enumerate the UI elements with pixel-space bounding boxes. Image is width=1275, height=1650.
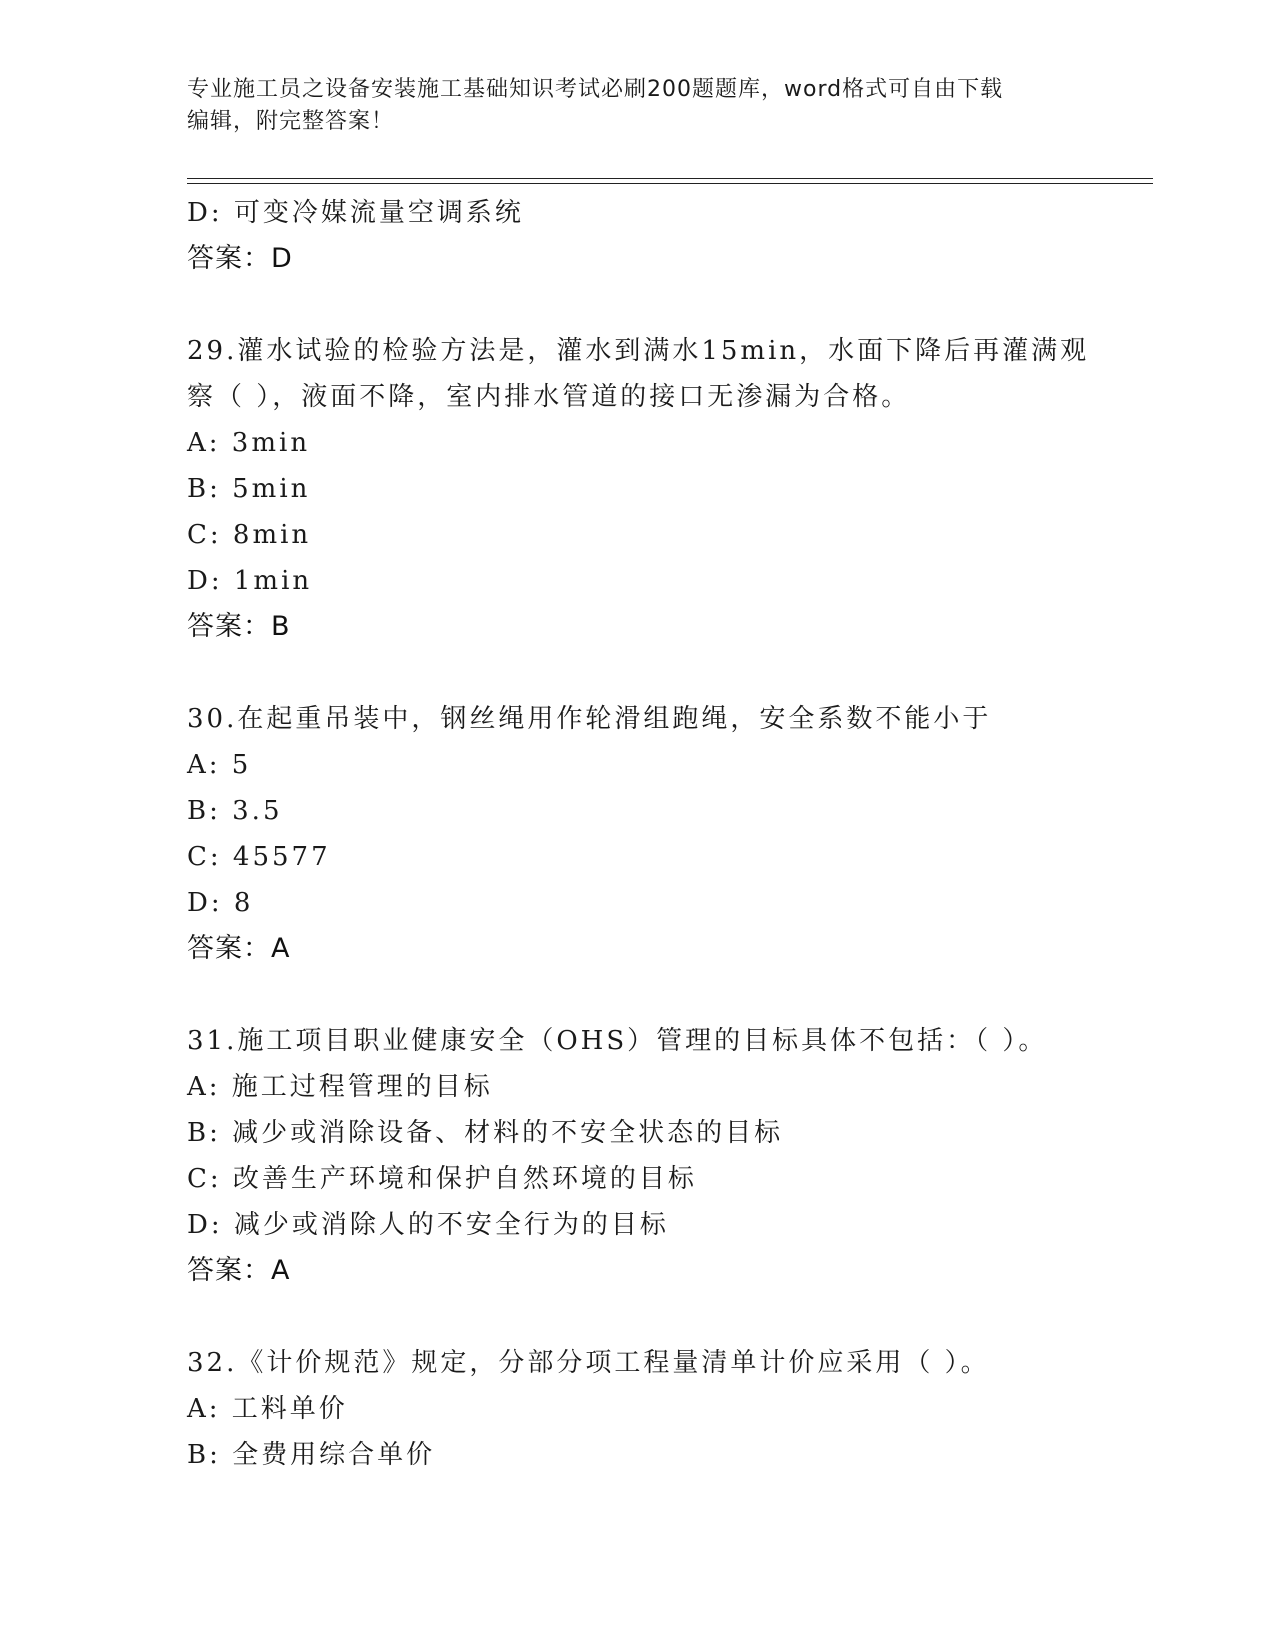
spacer xyxy=(187,972,1087,1018)
question-32 xyxy=(187,1340,1087,1478)
option-c: C: 45577 xyxy=(187,842,331,872)
question-list xyxy=(187,190,1090,1478)
option-d: D: 减少或消除人的不安全行为的目标 xyxy=(187,1210,669,1240)
question-stem: 30.在起重吊装中，钢丝绳用作轮滑组跑绳，安全系数不能小于 xyxy=(187,704,992,734)
question-30 xyxy=(187,696,1087,972)
spacer xyxy=(187,650,1087,696)
option-d: D: 1min xyxy=(187,566,313,596)
option-d: D: 可变冷媒流量空调系统 xyxy=(187,198,524,228)
option-c: C: 8min xyxy=(187,520,312,550)
header-divider-bottom xyxy=(187,183,1153,184)
question-29 xyxy=(187,328,1090,650)
option-d: D: 8 xyxy=(187,888,254,918)
question-stem: 32.《计价规范》规定，分部分项工程量清单计价应采用（ ）。 xyxy=(187,1348,990,1378)
answer-line: 答案：A xyxy=(187,933,291,964)
question-stem: 29.灌水试验的检验方法是，灌水到满水15min，水面下降后再灌满观 xyxy=(187,336,1090,366)
question-31 xyxy=(187,1018,1087,1294)
header-divider-top xyxy=(187,178,1153,179)
answer-line: 答案：B xyxy=(187,611,291,642)
spacer xyxy=(187,1294,1087,1340)
option-b: B: 减少或消除设备、材料的不安全状态的目标 xyxy=(187,1118,784,1148)
option-a: A: 5 xyxy=(187,750,252,780)
question-stem-continued: 察（ ），液面不降，室内排水管道的接口无渗漏为合格。 xyxy=(187,382,911,412)
answer-line: 答案：A xyxy=(187,1255,291,1286)
option-a: A: 工料单价 xyxy=(187,1394,348,1424)
option-a: A: 3min xyxy=(187,428,311,458)
option-a: A: 施工过程管理的目标 xyxy=(187,1072,493,1102)
document-header xyxy=(187,74,1067,138)
question-stem: 31.施工项目职业健康安全（OHS）管理的目标具体不包括：（ ）。 xyxy=(187,1026,1048,1056)
spacer xyxy=(187,282,1087,328)
header-title-line-1: 专业施工员之设备安装施工基础知识考试必刷200题题库，word格式可自由下载 xyxy=(187,77,1004,102)
option-c: C: 改善生产环境和保护自然环境的目标 xyxy=(187,1164,697,1194)
answer-line: 答案：D xyxy=(187,243,293,274)
option-b: B: 3.5 xyxy=(187,796,283,826)
header-title-line-2: 编辑，附完整答案！ xyxy=(187,109,395,134)
option-b: B: 全费用综合单价 xyxy=(187,1440,436,1470)
option-b: B: 5min xyxy=(187,474,311,504)
